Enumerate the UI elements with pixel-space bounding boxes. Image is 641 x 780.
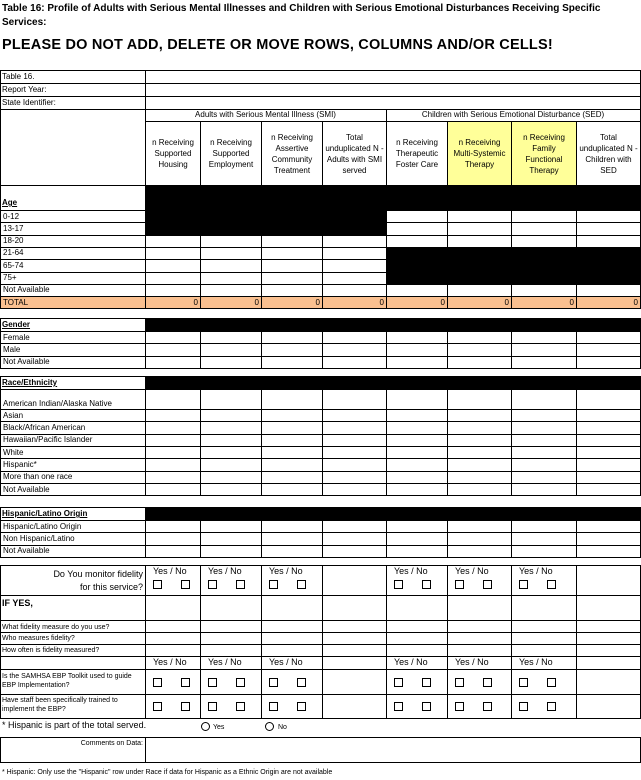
grid-line xyxy=(447,210,448,308)
grid-line xyxy=(0,343,641,344)
state-identifier-label: State Identifier: xyxy=(2,98,56,107)
grid-line xyxy=(200,331,201,368)
column-header-7: n Receiving Family Functional Therapy xyxy=(512,122,576,185)
grid-line xyxy=(386,520,387,557)
hispanic-no-radio[interactable] xyxy=(265,722,274,731)
grid-line xyxy=(145,565,146,718)
hispanic-yes-label: Yes xyxy=(213,724,225,731)
grid-line xyxy=(0,737,1,762)
hispanic-no-label: No xyxy=(278,724,287,731)
total-value: 0 xyxy=(633,297,638,307)
grid-line xyxy=(0,331,1,368)
grid-line xyxy=(261,121,262,185)
sed-group-header: Children with Serious Emotional Disturbance (SED) xyxy=(421,110,605,119)
age-section-header: Age xyxy=(2,198,18,207)
grid-line xyxy=(386,565,387,718)
grid-line xyxy=(0,565,1,718)
yes-no-label: Yes / No xyxy=(394,566,428,576)
race-row-label: White xyxy=(3,447,24,457)
grid-line xyxy=(0,520,1,557)
grid-line xyxy=(0,70,1,109)
grid-line xyxy=(576,565,577,718)
total-value: 0 xyxy=(193,297,198,307)
grid-line xyxy=(0,368,641,369)
yes-no-label: Yes / No xyxy=(269,566,303,576)
yes-checkbox[interactable] xyxy=(455,678,464,687)
gender-row-label: Female xyxy=(3,332,30,342)
grid-line xyxy=(0,434,641,435)
yes-no-label: Yes / No xyxy=(269,657,303,667)
yes-no-label: Yes / No xyxy=(208,566,242,576)
grid-line xyxy=(386,121,387,185)
grid-line xyxy=(0,694,641,695)
grid-line xyxy=(576,331,577,368)
comments-input[interactable] xyxy=(146,738,639,761)
grid-line xyxy=(576,520,577,557)
yes-checkbox[interactable] xyxy=(519,702,528,711)
smi-group-header: Adults with Serious Mental Illness (SMI) xyxy=(195,110,336,119)
grid-line xyxy=(261,210,262,308)
state-identifier-input[interactable] xyxy=(146,97,639,108)
grid-line xyxy=(0,762,641,763)
hispanic-row-label: Not Available xyxy=(3,546,50,556)
column-header-2: n Receiving Supported Employment xyxy=(208,138,254,169)
yes-checkbox[interactable] xyxy=(519,678,528,687)
grid-line xyxy=(0,376,1,389)
race-section-header: Race/Ethnicity xyxy=(2,378,58,387)
grid-line xyxy=(0,421,641,422)
grid-line xyxy=(386,331,387,368)
warning-banner: PLEASE DO NOT ADD, DELETE OR MOVE ROWS, COLUMNS AND/OR CELLS! xyxy=(2,37,553,53)
grid-line xyxy=(0,389,641,390)
fidelity-question-line2: for this service? xyxy=(79,582,143,592)
yes-checkbox[interactable] xyxy=(269,580,278,589)
grid-line xyxy=(0,446,641,447)
no-checkbox[interactable] xyxy=(236,702,245,711)
grid-line xyxy=(0,545,641,546)
column-header-4: Total unduplicated N - Adults with SMI served xyxy=(325,132,384,175)
column-header-5: n Receiving Therapeutic Foster Care xyxy=(395,138,439,169)
column-header-3: n Receiving Assertive Community Treatment xyxy=(271,132,313,175)
grid-line xyxy=(0,70,641,71)
grid-line xyxy=(322,210,323,308)
grid-line xyxy=(200,389,201,495)
column-header-8: Total unduplicated N - Children with SED xyxy=(579,132,638,175)
hispanic-yes-radio[interactable] xyxy=(201,722,210,731)
total-value: 0 xyxy=(315,297,320,307)
staff-trained-question: Have staff been specifically trained to implement the EBP? xyxy=(2,697,118,713)
no-checkbox[interactable] xyxy=(547,678,556,687)
grid-line xyxy=(0,109,1,185)
grid-line xyxy=(0,185,1,210)
age-header-shaded xyxy=(145,186,641,210)
grid-line xyxy=(0,620,641,621)
gender-row-label: Male xyxy=(3,345,21,355)
grid-line xyxy=(322,331,323,368)
no-checkbox[interactable] xyxy=(422,580,431,589)
yes-checkbox[interactable] xyxy=(394,580,403,589)
no-checkbox[interactable] xyxy=(422,702,431,711)
age-row-label: 0-12 xyxy=(3,211,20,221)
grid-line xyxy=(511,389,512,495)
grid-line xyxy=(511,331,512,368)
age-row-label: 65-74 xyxy=(3,260,24,270)
no-checkbox[interactable] xyxy=(422,678,431,687)
yes-checkbox[interactable] xyxy=(153,580,162,589)
grid-line xyxy=(447,565,448,718)
total-value: 0 xyxy=(504,297,509,307)
total-value: 0 xyxy=(569,297,574,307)
yes-no-label: Yes / No xyxy=(519,657,553,667)
report-year-input[interactable] xyxy=(146,84,639,95)
yes-no-label: Yes / No xyxy=(394,657,428,667)
grid-line xyxy=(0,318,1,331)
age-row-label: 75+ xyxy=(3,273,17,282)
if-yes-label: IF YES, xyxy=(2,598,33,608)
hispanic-header-shaded xyxy=(145,508,641,520)
who-measures-question: Who measures fidelity? xyxy=(2,635,75,642)
yes-checkbox[interactable] xyxy=(455,702,464,711)
grid-line xyxy=(200,565,201,718)
grid-line xyxy=(200,520,201,557)
race-row-label: Not Available xyxy=(3,484,50,494)
yes-checkbox[interactable] xyxy=(519,580,528,589)
grid-line xyxy=(322,389,323,495)
report-year-label: Report Year: xyxy=(2,85,47,94)
grid-line xyxy=(200,121,201,185)
grid-line xyxy=(386,210,387,308)
no-checkbox[interactable] xyxy=(483,678,492,687)
grid-line xyxy=(0,471,641,472)
race-row-label: American Indian/Alaska Native xyxy=(3,398,112,408)
grid-line xyxy=(0,495,641,496)
grid-line xyxy=(145,210,146,308)
total-row-label: TOTAL xyxy=(3,297,29,307)
grid-line xyxy=(145,389,146,495)
yes-checkbox[interactable] xyxy=(208,702,217,711)
grid-line xyxy=(0,595,641,596)
grid-line xyxy=(386,389,387,495)
grid-line xyxy=(0,718,641,719)
race-row-label: More than one race xyxy=(3,472,73,482)
yes-no-label: Yes / No xyxy=(153,657,187,667)
grid-line xyxy=(576,121,577,185)
gender-header-shaded xyxy=(145,319,641,331)
grid-line xyxy=(322,121,323,185)
gender-section-header: Gender xyxy=(2,320,31,329)
yes-no-label: Yes / No xyxy=(153,566,187,576)
yes-no-label: Yes / No xyxy=(519,566,553,576)
grid-line xyxy=(261,331,262,368)
toolkit-question: Is the SAMHSA EBP Toolkit used to guide EBP Implementation? xyxy=(2,673,132,689)
no-checkbox[interactable] xyxy=(236,580,245,589)
grid-line xyxy=(0,331,641,332)
grid-line xyxy=(0,308,641,309)
yes-checkbox[interactable] xyxy=(153,678,162,687)
grid-line xyxy=(322,565,323,718)
grid-line xyxy=(511,565,512,718)
page-title: Table 16: Profile of Adults with Serious Mental Illnesses and Children with Serious Emotional Disturbances Receiving Specific Services: xyxy=(2,3,601,28)
no-checkbox[interactable] xyxy=(297,580,306,589)
footnote: * Hispanic: Only use the "Hispanic" row under Race if data for Hispanic as a Ethnic Origin are not available xyxy=(2,769,333,776)
yes-no-label: Yes / No xyxy=(455,657,489,667)
total-value: 0 xyxy=(254,297,259,307)
grid-line xyxy=(511,121,512,185)
grid-line xyxy=(0,520,641,521)
no-checkbox[interactable] xyxy=(181,678,190,687)
grid-line xyxy=(200,210,201,308)
comments-label: Comments on Data: xyxy=(80,740,143,747)
grid-line xyxy=(0,458,641,459)
race-row-label: Asian xyxy=(3,410,24,420)
hispanic-section-header: Hispanic/Latino Origin xyxy=(2,509,88,518)
fidelity-question-line1: Do You monitor fidelity xyxy=(53,569,143,579)
yes-checkbox[interactable] xyxy=(208,678,217,687)
grid-line xyxy=(0,389,1,495)
yes-checkbox[interactable] xyxy=(455,580,464,589)
no-checkbox[interactable] xyxy=(483,702,492,711)
hispanic-row-label: Non Hispanic/Latino xyxy=(3,534,75,544)
yes-checkbox[interactable] xyxy=(208,580,217,589)
grid-line xyxy=(447,121,448,185)
total-value: 0 xyxy=(440,297,445,307)
grid-line xyxy=(0,632,641,633)
yes-no-label: Yes / No xyxy=(208,657,242,667)
no-checkbox[interactable] xyxy=(547,702,556,711)
grid-line xyxy=(447,331,448,368)
adult-shaded-children-ages xyxy=(145,210,386,235)
no-checkbox[interactable] xyxy=(297,678,306,687)
grid-line xyxy=(0,557,641,558)
race-row-label: Hispanic* xyxy=(3,460,37,469)
grid-line xyxy=(447,389,448,495)
no-checkbox[interactable] xyxy=(181,702,190,711)
hispanic-row-label: Hispanic/Latino Origin xyxy=(3,521,82,531)
race-header-shaded xyxy=(145,377,641,389)
race-row-label: Hawaiian/Pacific Islander xyxy=(3,435,93,445)
grid-line xyxy=(447,520,448,557)
grid-line xyxy=(145,520,146,557)
grid-line xyxy=(145,121,146,185)
gender-row-label: Not Available xyxy=(3,357,50,367)
no-checkbox[interactable] xyxy=(483,580,492,589)
yes-checkbox[interactable] xyxy=(269,678,278,687)
race-row-label: Black/African American xyxy=(3,423,86,433)
grid-line xyxy=(576,210,577,308)
no-checkbox[interactable] xyxy=(181,580,190,589)
column-header-1: n Receiving Supported Housing xyxy=(152,138,194,169)
grid-line xyxy=(261,520,262,557)
no-checkbox[interactable] xyxy=(547,580,556,589)
grid-line xyxy=(0,210,1,308)
grid-line xyxy=(322,520,323,557)
grid-line xyxy=(145,331,146,368)
grid-line xyxy=(0,235,641,236)
no-checkbox[interactable] xyxy=(297,702,306,711)
grid-line xyxy=(0,409,641,410)
hispanic-note: * Hispanic is part of the total served. xyxy=(2,720,147,730)
no-checkbox[interactable] xyxy=(236,678,245,687)
age-row-label: 18-20 xyxy=(3,236,24,246)
yes-checkbox[interactable] xyxy=(394,678,403,687)
age-row-label: 21-64 xyxy=(3,248,24,258)
age-row-label: 13-17 xyxy=(3,223,24,233)
grid-line xyxy=(511,520,512,557)
grid-line xyxy=(0,669,641,670)
grid-line xyxy=(0,532,641,533)
grid-line xyxy=(261,565,262,718)
grid-line xyxy=(261,389,262,495)
yes-checkbox[interactable] xyxy=(394,702,403,711)
yes-no-label: Yes / No xyxy=(455,566,489,576)
column-header-6: n Receiving Multi-Systemic Therapy xyxy=(448,122,511,185)
grid-line xyxy=(576,389,577,495)
grid-line xyxy=(0,644,641,645)
grid-line xyxy=(511,210,512,308)
grid-line xyxy=(0,356,641,357)
yes-checkbox[interactable] xyxy=(153,702,162,711)
age-row-label: Not Available xyxy=(3,285,50,295)
table-label: Table 16. xyxy=(2,72,35,81)
grid-line xyxy=(0,507,1,520)
total-value: 0 xyxy=(379,297,384,307)
fidelity-measure-question: What fidelity measure do you use? xyxy=(2,624,110,631)
yes-checkbox[interactable] xyxy=(269,702,278,711)
grid-line xyxy=(0,284,641,285)
how-often-question: How often is fidelity measured? xyxy=(2,647,100,654)
child-shaded-adult-ages xyxy=(386,247,641,284)
grid-line xyxy=(0,483,641,484)
